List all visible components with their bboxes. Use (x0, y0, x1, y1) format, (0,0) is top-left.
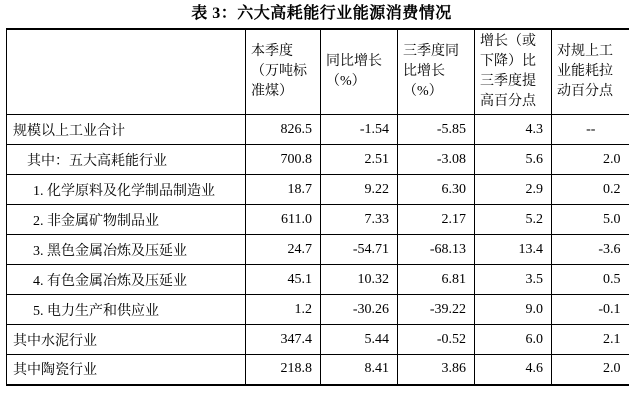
value-cell: -30.26 (321, 295, 398, 325)
value-cell: 6.30 (398, 175, 475, 205)
value-cell: 45.1 (246, 265, 321, 295)
header-row (7, 29, 629, 115)
table-row (7, 115, 629, 145)
table-row (7, 325, 629, 355)
value-cell: -5.85 (398, 115, 475, 145)
value-cell: 700.8 (246, 145, 321, 175)
value-cell: -- (552, 115, 629, 145)
row-label-cell: 其中陶瓷行业 (7, 355, 246, 385)
table-body (7, 115, 629, 385)
value-cell: 347.4 (246, 325, 321, 355)
value-cell: 13.4 (475, 235, 552, 265)
energy-table (6, 28, 629, 386)
column-header: 三季度同比增长（%） (398, 29, 475, 115)
value-cell: -1.54 (321, 115, 398, 145)
row-label-cell: 5. 电力生产和供应业 (7, 295, 246, 325)
value-cell: 8.41 (321, 355, 398, 385)
value-cell: 2.51 (321, 145, 398, 175)
value-cell: 3.5 (475, 265, 552, 295)
value-cell: 9.22 (321, 175, 398, 205)
value-cell: 2.9 (475, 175, 552, 205)
row-label-cell: 其中：五大高耗能行业 (7, 145, 246, 175)
row-label-cell: 2. 非金属矿物制品业 (7, 205, 246, 235)
table-row (7, 265, 629, 295)
value-cell: -54.71 (321, 235, 398, 265)
row-label-cell: 1. 化学原料及化学制品制造业 (7, 175, 246, 205)
value-cell: -0.52 (398, 325, 475, 355)
row-label-cell: 4. 有色金属冶炼及压延业 (7, 265, 246, 295)
value-cell: 9.0 (475, 295, 552, 325)
table-row (7, 235, 629, 265)
value-cell: 24.7 (246, 235, 321, 265)
value-cell: 6.0 (475, 325, 552, 355)
value-cell: 1.2 (246, 295, 321, 325)
value-cell: 5.6 (475, 145, 552, 175)
value-cell: 2.0 (552, 355, 629, 385)
page-title: 表 3：六大高耗能行业能源消费情况 (191, 5, 452, 22)
row-label-cell: 3. 黑色金属冶炼及压延业 (7, 235, 246, 265)
value-cell: 5.44 (321, 325, 398, 355)
value-cell: 0.5 (552, 265, 629, 295)
value-cell: 10.32 (321, 265, 398, 295)
column-header: 增长（或下降）比三季度提高百分点 (475, 29, 552, 115)
value-cell: 2.1 (552, 325, 629, 355)
value-cell: 5.0 (552, 205, 629, 235)
value-cell: 4.3 (475, 115, 552, 145)
column-header: 对规上工业能耗拉动百分点 (552, 29, 629, 115)
table-header (7, 29, 629, 115)
value-cell: 0.2 (552, 175, 629, 205)
value-cell: 826.5 (246, 115, 321, 145)
value-cell: -68.13 (398, 235, 475, 265)
value-cell: 4.6 (475, 355, 552, 385)
value-cell: 5.2 (475, 205, 552, 235)
row-label-cell: 其中水泥行业 (7, 325, 246, 355)
value-cell: 7.33 (321, 205, 398, 235)
row-label-cell: 规模以上工业合计 (7, 115, 246, 145)
value-cell: 218.8 (246, 355, 321, 385)
value-cell: 611.0 (246, 205, 321, 235)
value-cell: -0.1 (552, 295, 629, 325)
value-cell: 6.81 (398, 265, 475, 295)
table-row (7, 355, 629, 385)
corner-cell (7, 29, 246, 115)
value-cell: 2.17 (398, 205, 475, 235)
table-row (7, 205, 629, 235)
table-row (7, 145, 629, 175)
value-cell: 2.0 (552, 145, 629, 175)
value-cell: 18.7 (246, 175, 321, 205)
value-cell: -3.6 (552, 235, 629, 265)
value-cell: -3.08 (398, 145, 475, 175)
value-cell: 3.86 (398, 355, 475, 385)
table-row (7, 295, 629, 325)
column-header: 本季度（万吨标准煤） (246, 29, 321, 115)
value-cell: -39.22 (398, 295, 475, 325)
table-row (7, 175, 629, 205)
column-header: 同比增长（%） (321, 29, 398, 115)
